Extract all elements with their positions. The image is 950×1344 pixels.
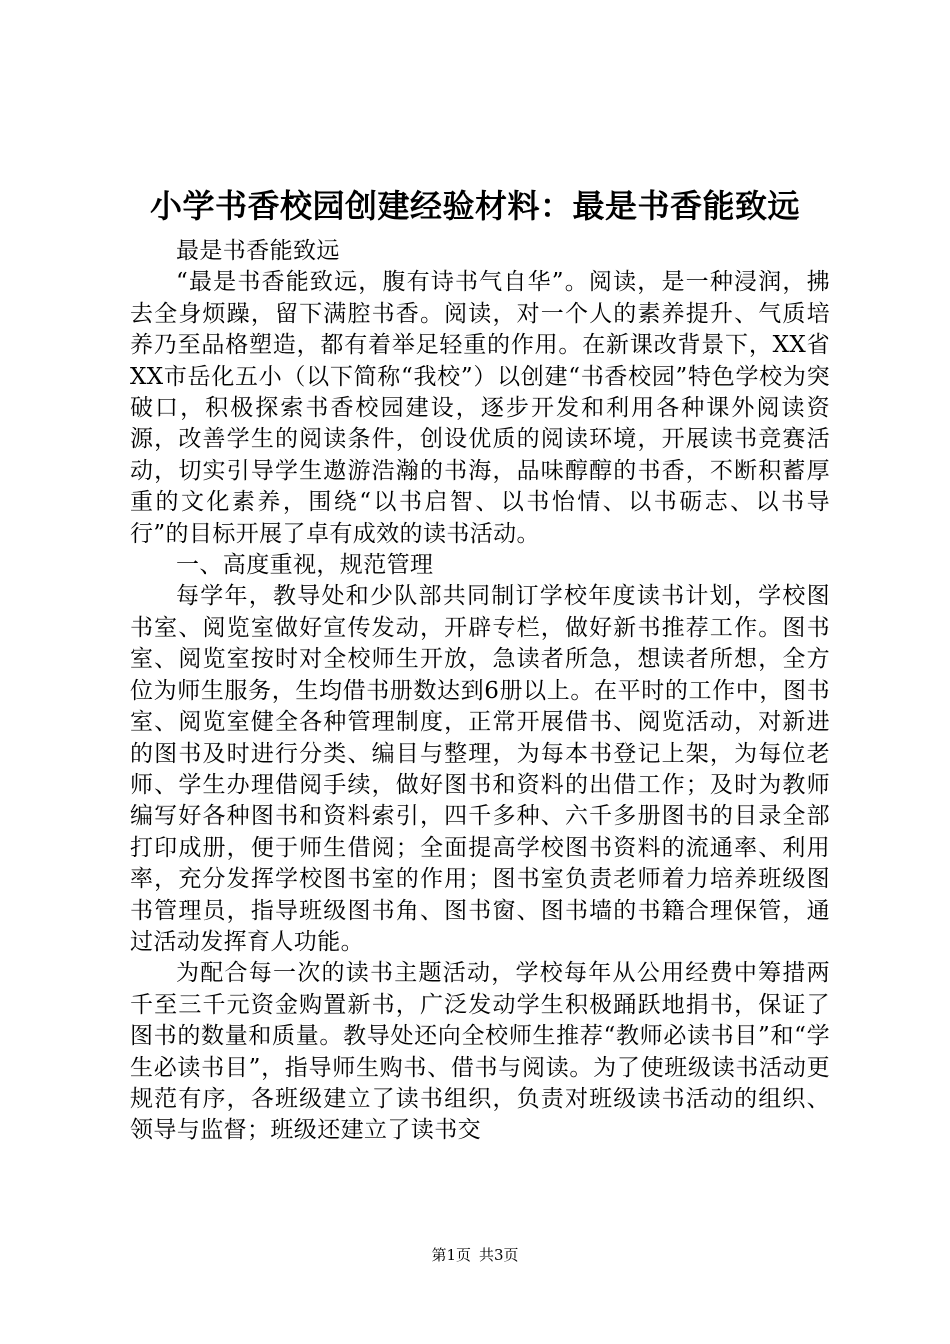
page-total: 共3页 xyxy=(479,1246,519,1264)
body-paragraph: “最是书香能致远，腹有诗书气自华”。阅读，是一种浸润，拂去全身烦躁，留下满腔书香。阅读，对一个人的素养提升、气质培养乃至品格塑造，都有着举足轻重的作用。在新课改背景下，XX省XX市岳化五小（以下简称“我校”）以创建“书香校园”特色学校为突破口，积极探索书香校园建设，逐步开发和利用各种课外阅读资源，改善学生的阅读条件，创设优质的阅读环境，开展读书竞赛活动，切实引导学生遨游浩瀚的书海，品味醇醇的书香，不断积蓄厚重的文化素养，围绕“以书启智、以书怡情、以书砺志、以书导行”的目标开展了卓有成效的读书活动。 xyxy=(130,269,830,547)
page-footer xyxy=(0,1245,950,1265)
section-heading: 一、高度重视，规范管理 xyxy=(176,552,434,579)
page-number: 第1页 xyxy=(431,1246,471,1264)
document-subtitle: 最是书香能致远 xyxy=(176,238,340,264)
document-title: 小学书香校园创建经验材料：最是书香能致远 xyxy=(149,187,800,225)
document-body xyxy=(130,236,830,1147)
body-paragraph: 每学年，教导处和少队部共同制订学校年度读书计划，学校图书室、阅览室做好宣传发动，开辟专栏，做好新书推荐工作。图书室、阅览室按时对全校师生开放，急读者所急，想读者所想，全方位为师生服务，生均借书册数达到6册以上。在平时的工作中，图书室、阅览室健全各种管理制度，正常开展借书、阅览活动，对新进的图书及时进行分类、编目与整理，为每本书登记上架，为每位老师、学生办理借阅手续，做好图书和资料的出借工作；及时为教师编写好各种图书和资料索引，四千多种、六千多册图书的目录全部打印成册，便于师生借阅；全面提高学校图书资料的流通率、利用率，充分发挥学校图书室的作用；图书室负责老师着力培养班级图书管理员，指导班级图书角、图书窗、图书墙的书籍合理保管，通过活动发挥育人功能。 xyxy=(130,583,830,955)
body-paragraph: 为配合每一次的读书主题活动，学校每年从公用经费中筹措两千至三千元资金购置新书，广泛发动学生积极踊跃地捐书，保证了图书的数量和质量。教导处还向全校师生推荐“教师必读书目”和“学生必读书目”，指导师生购书、借书与阅读。为了使班级读书活动更规范有序，各班级建立了读书组织，负责对班级读书活动的组织、领导与监督；班级还建立了读书交 xyxy=(130,960,830,1144)
